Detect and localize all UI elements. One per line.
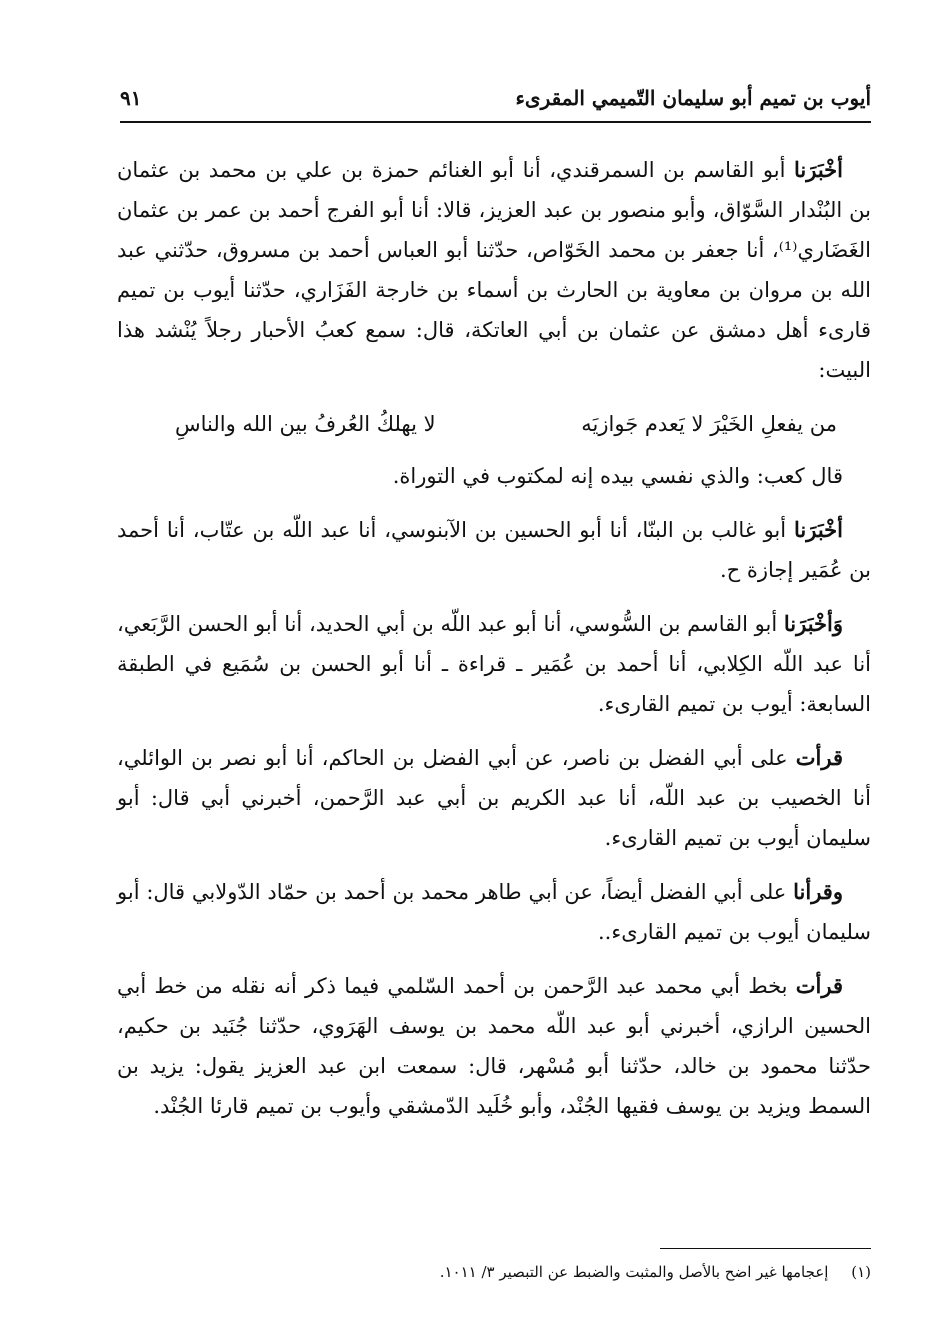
verse-hemistich-first: من يفعلِ الخَيْرَ لا يَعدم جَوازيَه xyxy=(581,412,837,436)
page-header xyxy=(120,84,871,120)
paragraph-lead: أخْبَرَنا xyxy=(794,157,843,182)
footnote-text: إعجامها غير اضح بالأصل والمثبت والضبط عن التبصير ٣/ ١٠١١. xyxy=(439,1263,829,1281)
paragraph-text: على أبي الفضل بن ناصر، عن أبي الفضل بن الحاكم، أنا أبو نصر بن الوائلي، أنا الخصيب بن عبد اللّه، أنا عبد الكريم بن أبي عبد الرَّحمن، أخبرني أبي قال: أبو سليمان أيوب بن تميم القارىء. xyxy=(117,746,871,850)
main-text xyxy=(117,150,871,1140)
paragraph-text: على أبي الفضل أيضاً، عن أبي طاهر محمد بن أحمد بن حمّاد الدّولابي قال: أبو سليمان أيوب بن تميم القارىء.. xyxy=(117,880,871,944)
paragraph-text: بخط أبي محمد عبد الرَّحمن بن أحمد السّلمي فيما ذكر أنه نقله من خط أبي الحسين الرازي، أخبرني أبو عبد اللّه محمد بن يوسف الهَرَوي، حدّثنا جُنَيد بن حكيم، حدّثنا محمود بن خالد، حدّثنا أبو مُسْهر، قال: سمعت ابن عبد العزيز يقول: يزيد بن السمط ويزيد بن يوسف فقيها الجُنْد، وأبو خُلَيد الدّمشقي وأيوب بن تميم قارئا الجُنْد. xyxy=(117,974,871,1118)
page-number: ٩١ xyxy=(120,86,142,110)
paragraph-lead: قرأت xyxy=(795,745,843,770)
paragraph-lead: وقرأنا xyxy=(793,879,843,904)
poetry-verse xyxy=(117,404,871,444)
paragraph-1 xyxy=(117,150,871,390)
paragraph-6 xyxy=(117,872,871,952)
paragraph-5 xyxy=(117,738,871,858)
paragraph-lead: وَأخْبَرَنا xyxy=(783,611,843,636)
paragraph-2 xyxy=(117,456,871,496)
paragraph-lead: أخْبَرَنا xyxy=(794,517,843,542)
footnote-number: (١) xyxy=(851,1263,871,1281)
header-rule xyxy=(120,121,871,123)
paragraph-4 xyxy=(117,604,871,724)
paragraph-7 xyxy=(117,966,871,1126)
paragraph-lead: قرأت xyxy=(795,973,843,998)
paragraph-text: أبو القاسم بن السُّوسي، أنا أبو عبد اللّه بن أبي الحديد، أنا أبو الحسن الرَّبَعي، أنا عبد اللّه الكِلابي، أنا أحمد بن عُمَير ـ قراءة ـ أنا أبو الحسن بن سُمَيع في الطبقة السابعة: أيوب بن تميم القارىء. xyxy=(117,612,871,716)
footnote xyxy=(340,1260,871,1284)
footnote-rule xyxy=(660,1248,871,1249)
paragraph-text: أبو القاسم بن السمرقندي، أنا أبو الغنائم حمزة بن علي بن محمد بن عثمان بن البُنْدار السَّوّاق، وأبو منصور بن عبد العزيز، قالا: أنا أبو الفرج أحمد بن عمر بن عثمان الغَضَاري⁽¹⁾، أنا جعفر بن محمد الخَوّاص، حدّثنا أبو العباس أحمد بن مسروق، حدّثني عبد الله بن مروان بن معاوية بن الحارث بن أسماء بن خارجة الفَزَاري، حدّثنا أيوب بن تميم قارىء أهل دمشق عن عثمان بن أبي العاتكة، قال: سمع كعبُ الأحبار رجلاً يُنْشد هذا البيت: xyxy=(117,158,871,382)
verse-hemistich-second: لا يهلكُ العُرفُ بين الله والناسِ xyxy=(175,412,436,436)
paragraph-3 xyxy=(117,510,871,590)
running-title: أيوب بن تميم أبو سليمان التّميمي المقرىء xyxy=(515,86,871,110)
paragraph-text: قال كعب: والذي نفسي بيده إنه لمكتوب في التوراة. xyxy=(392,464,843,488)
paragraph-text: أبو غالب بن البنّا، أنا أبو الحسين بن الآبنوسي، أنا عبد اللّه بن عتّاب، أنا أحمد بن عُمَير إجازة ح. xyxy=(117,518,871,582)
